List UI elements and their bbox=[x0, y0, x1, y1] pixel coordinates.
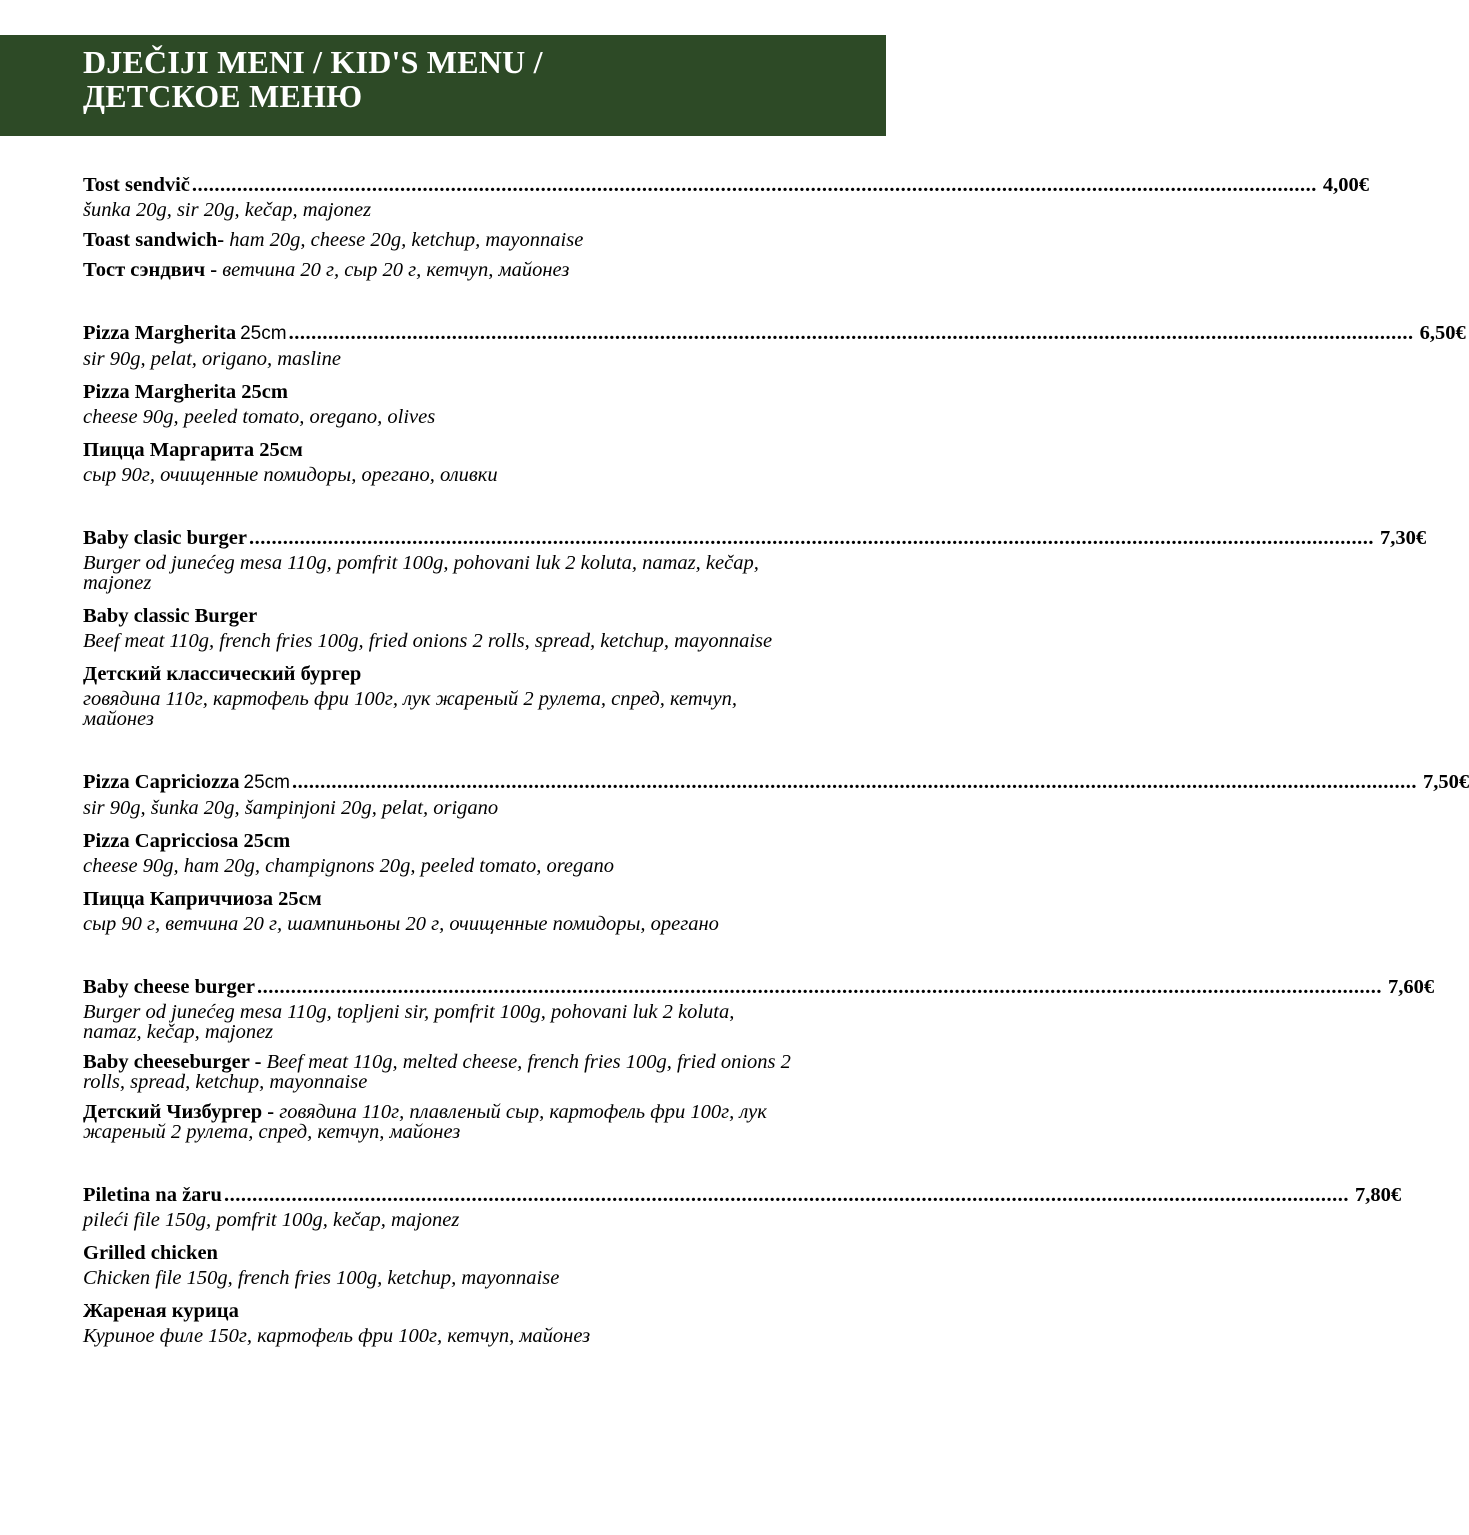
item-description: šunka 20g, sir 20g, kečap, majonez bbox=[83, 199, 372, 221]
translation-title: Пицца Маргарита 25см bbox=[83, 439, 303, 461]
menu-item-heading-row bbox=[83, 525, 1427, 551]
item-description: pileći file 150g, pomfrit 100g, kečap, majonez bbox=[83, 1209, 460, 1231]
menu-item-list bbox=[83, 172, 1469, 1347]
translation-title: Детский классический бургер bbox=[83, 663, 362, 685]
menu-item bbox=[83, 172, 1370, 281]
item-price: 6,50€ bbox=[1419, 322, 1466, 344]
translation-title: Baby classic Burger bbox=[83, 605, 258, 627]
translation-description: говядина 110г, картофель фри 100г, лук жареный 2 рулета, спред, кетчуп, майонез bbox=[83, 688, 737, 730]
item-price: 7,30€ bbox=[1380, 527, 1427, 549]
item-description: Burger od junećeg mesa 110g, pomfrit 100g, pohovani luk 2 koluta, namaz, kečap, majonez bbox=[83, 552, 759, 594]
menu-item bbox=[83, 974, 1435, 1143]
translation-description: Куриное филе 150г, картофель фри 100г, кетчуп, майонез bbox=[83, 1325, 591, 1347]
menu-item-heading-row bbox=[83, 769, 1469, 796]
item-price: 7,60€ bbox=[1387, 976, 1435, 998]
translation-title: Тост сэндвич - bbox=[83, 259, 218, 281]
item-description: sir 90g, pelat, origano, masline bbox=[83, 348, 341, 370]
item-price: 4,00€ bbox=[1322, 174, 1370, 196]
item-translation bbox=[83, 1298, 791, 1346]
translation-description: Beef meat 110g, french fries 100g, fried onions 2 rolls, spread, ketchup, mayonnaise bbox=[83, 630, 773, 652]
translation-description: cheese 90g, ham 20g, champignons 20g, peeled tomato, oregano bbox=[83, 855, 615, 877]
menu-item bbox=[83, 525, 1427, 730]
dot-leader: ........................................................................................................................................................................................................ bbox=[223, 1184, 1349, 1206]
item-description: sir 90g, šunka 20g, šampinjoni 20g, pelat, origano bbox=[83, 797, 499, 819]
translation-title: Пицца Каприччиоза 25см bbox=[83, 888, 322, 910]
translation-title: Детский Чизбургер - bbox=[83, 1101, 275, 1123]
item-size: 25cm bbox=[243, 772, 291, 793]
item-size: 25cm bbox=[240, 323, 287, 344]
translation-title: Pizza Margherita 25cm bbox=[83, 381, 288, 403]
translation-title: Жареная курица bbox=[83, 1300, 239, 1322]
item-translation bbox=[83, 603, 791, 651]
item-price: 7,50€ bbox=[1423, 771, 1469, 793]
translation-description: сыр 90г, очищенные помидоры, орегано, оливки bbox=[83, 464, 498, 486]
item-description: Burger od junećeg mesa 110g, topljeni sir, pomfrit 100g, pohovani luk 2 koluta, namaz, kečap, majonez bbox=[83, 1001, 735, 1043]
menu-item-heading-row bbox=[83, 1182, 1402, 1208]
menu-item bbox=[83, 320, 1466, 486]
translation-description: сыр 90 г, ветчина 20 г, шампиньоны 20 г, очищенные помидоры, орегано bbox=[83, 913, 719, 935]
item-name: Baby clasic burger bbox=[83, 527, 247, 549]
item-translation bbox=[83, 661, 791, 729]
dot-leader: ........................................................................................................................................................................................................ bbox=[191, 174, 1317, 196]
item-name: Tost sendvič bbox=[83, 174, 190, 196]
menu-header-banner bbox=[0, 35, 886, 136]
item-name: Baby cheese burger bbox=[83, 976, 255, 998]
item-translation bbox=[83, 1240, 791, 1288]
item-translation bbox=[83, 1052, 791, 1092]
item-translation bbox=[83, 379, 791, 427]
item-translation bbox=[83, 437, 791, 485]
menu-item-heading-row bbox=[83, 320, 1466, 347]
menu-item bbox=[83, 1182, 1402, 1347]
item-name: Pizza Margherita bbox=[83, 322, 237, 344]
item-translation bbox=[83, 886, 791, 934]
menu-item bbox=[83, 769, 1469, 935]
translation-title: Baby cheeseburger - bbox=[83, 1051, 262, 1073]
item-translation bbox=[83, 230, 791, 250]
dot-leader: ........................................................................................................................................................................................................ bbox=[292, 771, 1418, 793]
translation-description: ветчина 20 г, сыр 20 г, кетчуп, майонез bbox=[217, 259, 570, 281]
menu-title-line-2: ДЕТСКОЕ МЕНЮ bbox=[83, 78, 363, 114]
translation-description: ham 20g, cheese 20g, ketchup, mayonnaise bbox=[224, 229, 584, 251]
item-translation bbox=[83, 828, 791, 876]
translation-description: cheese 90g, peeled tomato, oregano, olives bbox=[83, 406, 436, 428]
item-name: Pizza Capriciozza bbox=[83, 771, 240, 793]
translation-description: Chicken file 150g, french fries 100g, ketchup, mayonnaise bbox=[83, 1267, 560, 1289]
item-name: Piletina na žaru bbox=[83, 1184, 222, 1206]
translation-title: Toast sandwich- bbox=[83, 229, 225, 251]
translation-description: говядина 110г, плавленый сыр, картофель фри 100г, лук жареный 2 рулета, спред, кетчуп, майонез bbox=[83, 1101, 767, 1143]
translation-title: Grilled chicken bbox=[83, 1242, 218, 1264]
dot-leader: ........................................................................................................................................................................................................ bbox=[249, 527, 1374, 549]
menu-title-line-1: DJEČIJI MENI / KID'S MENU / bbox=[83, 44, 543, 80]
item-translation bbox=[83, 1102, 791, 1142]
item-translation bbox=[83, 260, 791, 280]
item-price: 7,80€ bbox=[1354, 1184, 1402, 1206]
dot-leader: ........................................................................................................................................................................................................ bbox=[256, 976, 1382, 998]
translation-title: Pizza Capricciosa 25cm bbox=[83, 830, 291, 852]
menu-item-heading-row bbox=[83, 974, 1435, 1000]
menu-item-heading-row bbox=[83, 172, 1370, 198]
translation-description: Beef meat 110g, melted cheese, french fries 100g, fried onions 2 rolls, spread, ketchup, mayonnaise bbox=[83, 1051, 791, 1093]
dot-leader: ........................................................................................................................................................................................................ bbox=[288, 322, 1414, 344]
